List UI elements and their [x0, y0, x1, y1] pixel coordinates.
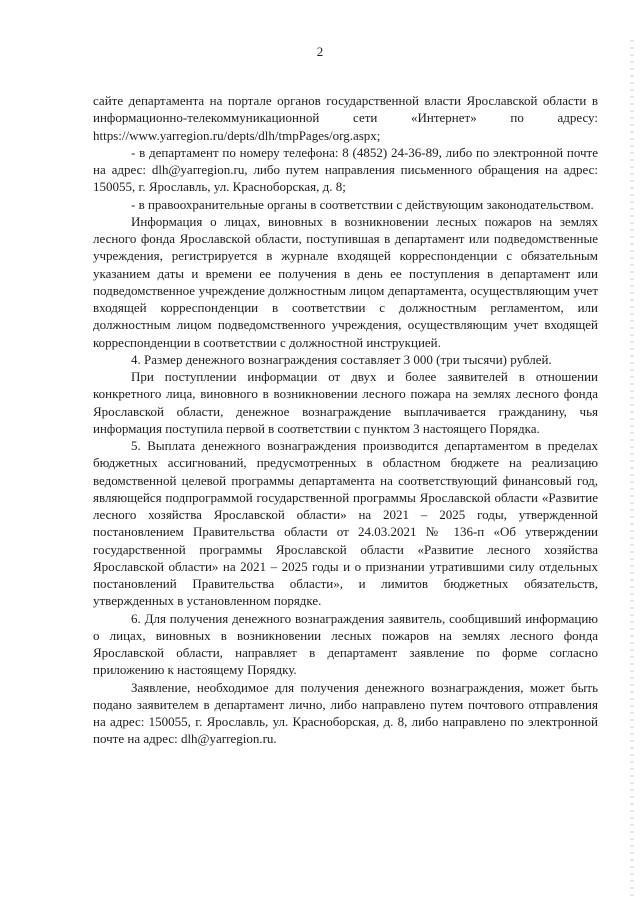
- paragraph-phone-email: - в департамент по номеру телефона: 8 (4852) 24-36-89, либо по электронной почте на адрес: dlh@yarregion.ru, либо путем направления письменного обращения на адрес: 150055, г. Ярославль, ул. Красноборская, д. 8;: [93, 144, 598, 195]
- paragraph-multiple-applicants: При поступлении информации от двух и более заявителей в отношении конкретного лица, виновного в возникновении лесного пожара на землях лесного фонда Ярославской области, денежное вознаграждение выплачивается гражданину, чья информация поступила первой в соответствии с пунктом 3 настоящего Порядка.: [93, 369, 598, 436]
- paragraph-submission-methods: Заявление, необходимое для получения денежного вознаграждения, может быть подано заявителем в департамент лично, либо направлено путем почтового отправления на адрес: 150055, г. Ярославль, ул. Красноборская, д. 8, либо направлено по электронной почте на адрес: dlh@yarregion.ru.: [93, 679, 598, 747]
- page-number: 2: [316, 44, 324, 59]
- paragraph-website-address: сайте департамента на портале органов государственной власти Ярославской области в информационно-телекоммуникационной сети «Интернет» по адресу: https://www.yarregion.ru/depts/dlh/tmpPages/org.aspx;: [93, 93, 598, 143]
- paragraph-law-enforcement: - в правоохранительные органы в соответствии с действующим законодательством.: [131, 196, 594, 212]
- scan-edge-artifact: [630, 40, 634, 900]
- paragraph-application: 6. Для получения денежного вознаграждения заявитель, сообщивший информацию о лицах, виновных в возникновении лесных пожаров на землях лесного фонда Ярославской области, направляет в департамент заявление по форме согласно приложению к настоящему Порядку.: [93, 610, 598, 678]
- paragraph-payment-source: 5. Выплата денежного вознаграждения производится департаментом в пределах бюджетных ассигнований, предусмотренных в областном бюджете на реализацию ведомственной целевой программы департамента на соответствующий финансовый год, являющейся подпрограммой государственной программы Ярославской области «Развитие лесного хозяйства Ярославской области» на 2021 – 2025 годы, утвержденной постановлением Правительства области от 24.03.2021 № 136-п «Об утверждении государственной программы Ярославской области «Развитие лесного хозяйства Ярославской области» на 2021 – 2025 годы и о признании утратившими силу отдельных постановлений Правительства области», и лимитов бюджетных обязательств, утвержденных в установленном порядке.: [93, 438, 598, 609]
- document-body: [93, 92, 598, 748]
- paragraph-reward-amount: 4. Размер денежного вознаграждения составляет 3 000 (три тысячи) рублей.: [131, 351, 552, 367]
- paragraph-registration: Информация о лицах, виновных в возникновении лесных пожаров на землях лесного фонда Ярославской области, поступившая в департамент или подведомственные учреждения, регистрируется в журнале входящей корреспонденции с обязательным указанием даты и времени ее получения в день ее поступления в департамент или подведомственное учреждение должностным лицом департамента, осуществляющим учет входящей корреспонденции в соответствии с должностным регламентом, или должностным лицом подведомственного учреждения, осуществляющим учет входящей корреспонденции в соответствии с должностной инструкцией.: [93, 213, 598, 350]
